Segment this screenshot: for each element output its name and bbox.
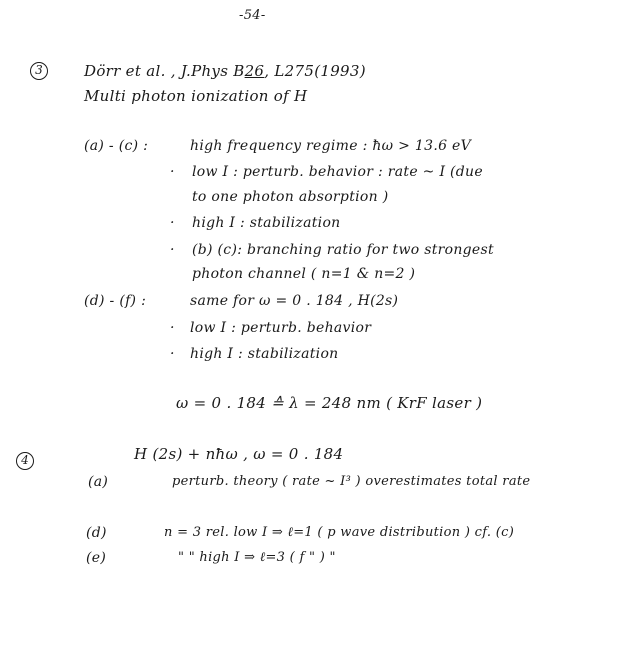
citation-volume: 26	[244, 62, 265, 80]
citation	[84, 63, 366, 79]
item-label: ·	[170, 242, 175, 258]
item-label: ·	[170, 346, 175, 362]
item-text: perturb. theory ( rate ~ I³ ) overestimates total rate	[172, 474, 531, 489]
page-number: -54-	[239, 8, 266, 23]
item-label: ·	[170, 215, 175, 231]
item-text: high I : stabilization	[190, 346, 339, 362]
section-4-heading: H (2s) + nħω , ω = 0 . 184	[134, 445, 344, 463]
item-label: (d)	[86, 525, 107, 541]
item-text: same for ω = 0 . 184 , H(2s)	[190, 293, 399, 309]
item-text: high frequency regime : ħω > 13.6 eV	[190, 138, 472, 154]
section-4-number: 4	[16, 452, 34, 470]
item-text: low I : perturb. behavior	[190, 320, 372, 336]
item-label: ·	[170, 320, 175, 336]
item-label: (d) - (f) :	[84, 293, 147, 309]
item-label: (a) - (c) :	[84, 138, 149, 154]
section-3-title: Multi photon ionization of H	[84, 87, 308, 105]
item-text: low I : perturb. behavior : rate ~ I (due	[192, 164, 483, 180]
item-text: (b) (c): branching ratio for two strongest	[192, 242, 494, 258]
item-label: ·	[170, 164, 175, 180]
item-text: " " high I ⇒ ℓ=3 ( f " ) "	[178, 550, 336, 565]
item-text: high I : stabilization	[192, 215, 341, 231]
item-text: photon channel ( n=1 & n=2 )	[192, 266, 416, 282]
item-label: (a)	[88, 474, 109, 490]
citation-prefix: Dörr et al. , J.Phys B	[84, 62, 245, 80]
item-label: (e)	[86, 550, 107, 566]
citation-suffix: , L275(1993)	[264, 62, 366, 80]
section-3-number: 3	[30, 62, 48, 80]
item-text: to one photon absorption )	[192, 189, 389, 205]
item-text: n = 3 rel. low I ⇒ ℓ=1 ( p wave distribution ) cf. (c)	[164, 525, 515, 540]
equation: ω = 0 . 184 ≙ λ = 248 nm ( KrF laser )	[176, 394, 483, 412]
